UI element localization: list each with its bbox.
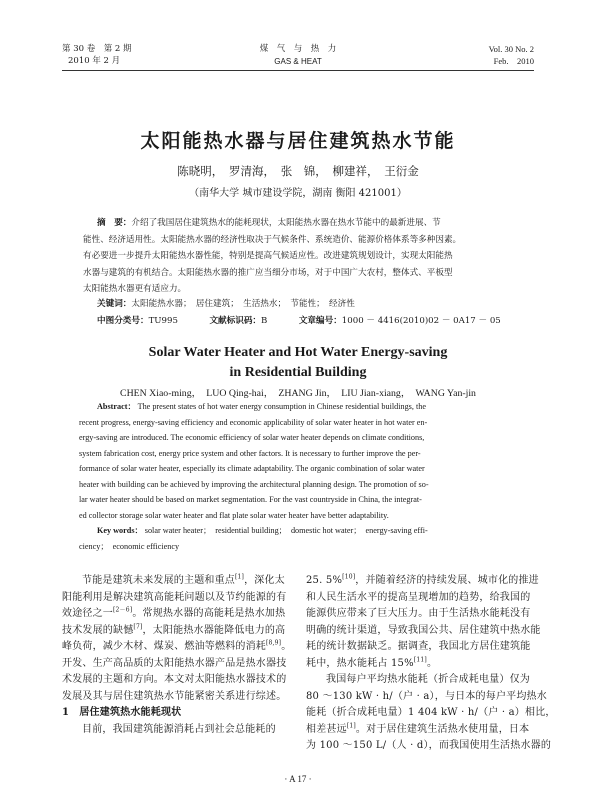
journal-name-en: GAS & HEAT xyxy=(274,57,322,66)
doc-code-label: 文献标识码： xyxy=(209,316,262,326)
abstract-cn xyxy=(83,215,515,298)
affiliation-cn: （南华大学 城市建设学院，湖南 衡阳 421001） xyxy=(189,188,407,199)
journal-volume-en: Vol. 30 No. 2 xyxy=(488,44,534,54)
classification-line xyxy=(97,314,501,326)
title-cn: 太阳能热水器与居住建筑热水节能 xyxy=(140,130,456,152)
body-left-column: 节能是建筑未来发展的主题和重点[1]，深化太 阳能利用是解决建筑高能耗问题以及节约能源的有 效途径之一[2－6]。常规热水器的高能耗是热水加热 技术发展的缺憾[7]，太阳能热水器能降低电力的高 峰负荷，减少木材、煤炭、燃油等燃料的消耗[8,9]。 开发、生产高品质的太阳能热水器产品是热水器技 术发展的主题和方向。本文对太阳能热水器技术的 发展及其与居住建筑热水节能紧密关系进行综述。 1 居住建筑热水能耗现状 目前，我国建筑能源消耗占到社会总能耗的 xyxy=(62,573,294,738)
abstract-cn-line: 能性、经济适用性。太阳能热水器的经济性取决于气候条件、系统造价、能源价格体系等多种因素。 xyxy=(83,234,462,245)
abstract-en-line: ed collector storage solar water heater and flat plate solar water heater have better adaptability. xyxy=(79,510,389,520)
authors-en: CHEN Xiao-ming， LUO Qing-hai， ZHANG Jin， LIU Jian-xiang， WANG Yan-jin xyxy=(120,388,476,399)
keywords-cn-label: 关键词： xyxy=(97,299,132,309)
header-rule xyxy=(62,70,534,71)
journal-volume: 第 30 卷 第 2 期 xyxy=(62,44,132,54)
abstract-en-line: system fabrication cost, energy price system and other factors. It is necessary to further improve the per- xyxy=(79,448,421,458)
page-number: · A 17 · xyxy=(284,774,312,784)
title-en-line2: in Residential Building xyxy=(229,365,367,380)
section-heading: 1 居住建筑热水能耗现状 xyxy=(62,707,182,718)
abstract-cn-line: 水器与建筑的有机结合。太阳能热水器的推广应当细分市场，对于中国广大农村，整体式、平板型 xyxy=(83,267,453,278)
abstract-en-line: recent progress, energy-saving efficiency and economic applicability of solar water heater in hot water en- xyxy=(79,417,428,427)
journal-date: 2010 年 2 月 xyxy=(68,56,121,66)
abstract-en-label: Abstract： xyxy=(97,402,136,411)
abstract-en xyxy=(79,399,519,554)
abstract-cn-label: 摘 要： xyxy=(97,218,132,228)
article-number-label: 文章编号： xyxy=(298,316,342,326)
abstract-en-line: ergy-saving are introduced. The economic efficiency of solar water heater depends on climate conditions, xyxy=(79,433,425,442)
authors-cn: 陈晓明， 罗清海， 张 锦， 柳建祥， 王衍金 xyxy=(177,164,419,178)
abstract-en-line: lar water heater should be based on market segmentation. For the vast countryside in China, the integrat- xyxy=(79,495,422,504)
abstract-en-line: The present states of hot water energy consumption in Chinese residential buildings, the xyxy=(137,402,426,411)
keywords-en-line: ciency； economic efficiency xyxy=(79,541,180,551)
journal-date-en: Feb. 2010 xyxy=(493,56,534,66)
article-number: 1000 － 4416(2010)02 － 0A17 － 05 xyxy=(341,316,501,326)
keywords-cn-text: 太阳能热水器； 居住建筑； 生活热水； 节能性； 经济性 xyxy=(131,299,355,309)
doc-code: B xyxy=(261,316,268,326)
clc-label: 中图分类号： xyxy=(97,316,149,326)
title-en xyxy=(0,343,596,383)
abstract-cn-line: 介绍了我国居住建筑热水的能耗现状，太阳能热水器在热水节能中的最新进展、节 xyxy=(131,218,441,228)
abstract-en-line: formance of solar water heater, especially its climate adaptability. The organic combination of solar water xyxy=(79,464,425,473)
title-en-line1: Solar Water Heater and Hot Water Energy-saving xyxy=(148,345,448,360)
abstract-cn-line: 太阳能热水器更有适应力。 xyxy=(83,284,187,294)
journal-name-cn: 煤 气 与 热 力 xyxy=(259,44,337,54)
abstract-cn-line: 有必要进一步提升太阳能热水器性能，特别是提高气候适应性。改进建筑规划设计，实现太阳能热 xyxy=(83,251,453,261)
body-right-column: 25. 5%[10]，并随着经济的持续发展、城市化的推进 和人民生活水平的提高呈现增加的趋势，给我国的 能源供应带来了巨大压力。由于生活热水能耗没有 明确的统计渠道，导致我国公共、居住建筑中热水能 耗的统计数据缺乏。据调查，我国北方居住建筑能 耗中，热水能耗占 15%[11]。 我国每户平均热水能耗（折合成耗电量）仅为 80 ～130 kW · h/（户 · a），与日本的每户平均热水 能耗（折合成耗电量）1 404 kW · h/（户 · a）相比， 相差甚远[1]。对于居住建筑生活热水使用量，日本 为 100 ～150 L/（人 · d），而我国使用生活热水器的 xyxy=(306,573,556,751)
keywords-cn xyxy=(97,297,355,309)
keywords-en-line: solar water heater； residential building； domestic hot water； energy-saving effi- xyxy=(144,526,428,535)
abstract-en-line: heater with building can be achieved by improving the architectural planning design. The promotion of so- xyxy=(79,479,429,489)
keywords-en-label: Key words： xyxy=(97,526,143,535)
clc-number: TU995 xyxy=(148,316,178,326)
